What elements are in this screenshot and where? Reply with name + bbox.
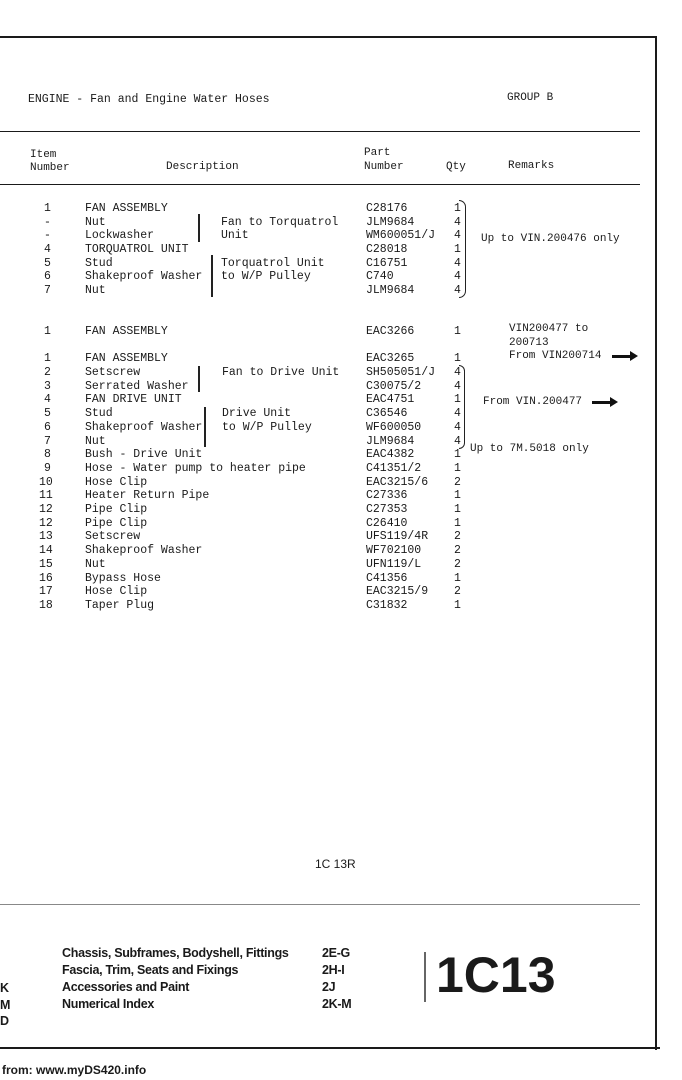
row-description: Bush - Drive Unit [85, 448, 203, 461]
desc-group-bar [198, 214, 200, 242]
row-description: Shakeproof Washer [85, 270, 203, 283]
row-qty: 4 [454, 421, 461, 434]
row-description-note: Torquatrol Unit [221, 257, 325, 270]
remark-from-200714: From VIN200714 [509, 350, 602, 362]
column-header-rule [0, 184, 640, 185]
col-description: Description [166, 161, 239, 173]
footer-source: from: www.myDS420.info [2, 1063, 147, 1077]
row-item-number: 9 [44, 462, 51, 475]
row-item-number: 4 [44, 393, 51, 406]
row-qty: 4 [454, 380, 461, 393]
row-description: Setscrew [85, 366, 141, 379]
row-qty: 1 [454, 462, 461, 475]
index-fragment-m: M [0, 998, 11, 1012]
fiche-code: 1C13 [436, 947, 556, 1003]
row-item-number: 8 [44, 448, 51, 461]
row-qty: 2 [454, 585, 461, 598]
row-item-number: 1 [44, 202, 51, 215]
row-description: Setscrew [85, 530, 141, 543]
top-border [0, 36, 656, 38]
row-description-note: Fan to Drive Unit [222, 366, 340, 379]
row-item-number: 17 [39, 585, 53, 598]
row-description: Serrated Washer [85, 380, 189, 393]
index-entry-code: 2E-G [322, 946, 350, 960]
arrow-right-icon [592, 397, 618, 407]
row-description: Nut [85, 284, 106, 297]
col-remarks: Remarks [508, 160, 555, 172]
row-description: FAN ASSEMBLY [85, 325, 168, 338]
row-item-number: - [44, 216, 51, 229]
row-part-number: WF600050 [366, 421, 422, 434]
desc-group-bar [198, 366, 200, 392]
row-item-number: 14 [39, 544, 53, 557]
row-item-number: 11 [39, 489, 53, 502]
row-description: Pipe Clip [85, 503, 148, 516]
group-label: GROUP B [507, 92, 554, 104]
row-qty: 1 [454, 599, 461, 612]
index-entry-label: Fascia, Trim, Seats and Fixings [62, 963, 239, 977]
row-qty: 4 [454, 407, 461, 420]
row-qty: 1 [454, 352, 461, 365]
index-entry-code: 2K-M [322, 997, 352, 1011]
row-description: Stud [85, 407, 113, 420]
row-part-number: C31832 [366, 599, 408, 612]
row-part-number: EAC3265 [366, 352, 415, 365]
row-qty: 1 [454, 489, 461, 502]
col-part-line1: Part [364, 147, 391, 159]
row-part-number: C36546 [366, 407, 408, 420]
row-part-number: JLM9684 [366, 284, 415, 297]
qty-brace [459, 365, 465, 449]
row-qty: 4 [454, 270, 461, 283]
row-description: Bypass Hose [85, 572, 161, 585]
row-part-number: C30075/2 [366, 380, 422, 393]
row-description: TORQUATROL UNIT [85, 243, 189, 256]
row-qty: 4 [454, 435, 461, 448]
row-part-number: JLM9684 [366, 216, 415, 229]
row-description: Shakeproof Washer [85, 544, 203, 557]
index-entry-code: 2H-I [322, 963, 345, 977]
row-description: Nut [85, 216, 106, 229]
row-item-number: 7 [44, 435, 51, 448]
row-qty: 1 [454, 448, 461, 461]
row-item-number: 12 [39, 517, 53, 530]
row-item-number: 1 [44, 352, 51, 365]
index-fragment-k: K [0, 981, 9, 995]
row-item-number: 6 [44, 421, 51, 434]
col-qty: Qty [446, 161, 466, 173]
bottom-border [0, 1047, 660, 1049]
page-title: ENGINE - Fan and Engine Water Hoses [28, 93, 270, 106]
row-description: Nut [85, 435, 106, 448]
row-part-number: C41351/2 [366, 462, 422, 475]
row-item-number: - [44, 229, 51, 242]
row-part-number: EAC3215/9 [366, 585, 429, 598]
row-item-number: 15 [39, 558, 53, 571]
row-qty: 1 [454, 243, 461, 256]
index-entry-label: Numerical Index [62, 997, 155, 1011]
row-qty: 1 [454, 517, 461, 530]
index-entry-label: Accessories and Paint [62, 980, 190, 994]
row-item-number: 5 [44, 257, 51, 270]
row-qty: 1 [454, 572, 461, 585]
row-item-number: 10 [39, 476, 53, 489]
remark-vin-range: VIN200477 to [509, 323, 589, 335]
row-part-number: C27336 [366, 489, 408, 502]
row-description: Taper Plug [85, 599, 155, 612]
desc-group-bar [211, 255, 213, 297]
row-description: Shakeproof Washer [85, 421, 203, 434]
row-part-number: C28018 [366, 243, 408, 256]
row-qty: 1 [454, 393, 461, 406]
row-item-number: 7 [44, 284, 51, 297]
row-part-number: C740 [366, 270, 394, 283]
row-description: Stud [85, 257, 113, 270]
row-description: Heater Return Pipe [85, 489, 210, 502]
row-part-number: SH505051/J [366, 366, 436, 379]
row-description: Hose Clip [85, 476, 148, 489]
right-border [655, 36, 657, 1050]
row-qty: 2 [454, 476, 461, 489]
row-item-number: 1 [44, 325, 51, 338]
fiche-code-bar [424, 952, 426, 1002]
col-item-line2: Number [30, 162, 70, 174]
row-part-number: EAC3215/6 [366, 476, 429, 489]
remark-up-to-7m: Up to 7M.5018 only [470, 443, 589, 455]
row-qty: 2 [454, 558, 461, 571]
row-qty: 4 [454, 229, 461, 242]
qty-brace [459, 200, 466, 298]
row-qty: 4 [454, 284, 461, 297]
row-part-number: WM600051/J [366, 229, 436, 242]
row-description: FAN DRIVE UNIT [85, 393, 182, 406]
row-description: Lockwasher [85, 229, 155, 242]
row-description-note: to W/P Pulley [222, 421, 312, 434]
row-description: Nut [85, 558, 106, 571]
row-item-number: 5 [44, 407, 51, 420]
row-item-number: 6 [44, 270, 51, 283]
row-item-number: 2 [44, 366, 51, 379]
row-part-number: EAC4382 [366, 448, 415, 461]
row-part-number: C16751 [366, 257, 408, 270]
desc-group-bar [204, 407, 206, 447]
row-item-number: 4 [44, 243, 51, 256]
row-part-number: JLM9684 [366, 435, 415, 448]
remark-vin-range: 200713 [509, 337, 549, 349]
row-part-number: C26410 [366, 517, 408, 530]
row-qty: 2 [454, 544, 461, 557]
row-item-number: 3 [44, 380, 51, 393]
row-description-note: to W/P Pulley [221, 270, 311, 283]
page-reference: 1C 13R [315, 857, 356, 871]
row-description-note: Fan to Torquatrol [221, 216, 339, 229]
row-part-number: WF702100 [366, 544, 422, 557]
col-item-line1: Item [30, 149, 57, 161]
row-qty: 1 [454, 325, 461, 338]
row-description: Hose - Water pump to heater pipe [85, 462, 306, 475]
index-entry-code: 2J [322, 980, 336, 994]
row-item-number: 12 [39, 503, 53, 516]
row-qty: 1 [454, 503, 461, 516]
remark-from-200477: From VIN.200477 [483, 396, 583, 408]
row-part-number: C41356 [366, 572, 408, 585]
row-part-number: UFN119/L [366, 558, 422, 571]
arrow-right-icon [612, 351, 638, 361]
row-description-note: Unit [221, 229, 249, 242]
row-part-number: EAC3266 [366, 325, 415, 338]
row-description: FAN ASSEMBLY [85, 352, 168, 365]
row-qty: 4 [454, 257, 461, 270]
index-entry-label: Chassis, Subframes, Bodyshell, Fittings [62, 946, 289, 960]
row-description: Hose Clip [85, 585, 148, 598]
row-part-number: UFS119/4R [366, 530, 429, 543]
row-description: FAN ASSEMBLY [85, 202, 168, 215]
row-qty: 4 [454, 366, 461, 379]
row-qty: 1 [454, 202, 461, 215]
row-item-number: 13 [39, 530, 53, 543]
col-part-line2: Number [364, 161, 404, 173]
footer-rule [0, 904, 640, 905]
row-item-number: 18 [39, 599, 53, 612]
row-part-number: C28176 [366, 202, 408, 215]
row-qty: 2 [454, 530, 461, 543]
row-qty: 4 [454, 216, 461, 229]
row-part-number: EAC4751 [366, 393, 415, 406]
row-item-number: 16 [39, 572, 53, 585]
row-description-note: Drive Unit [222, 407, 292, 420]
header-rule [0, 131, 640, 132]
remark-up-to-200476: Up to VIN.200476 only [481, 233, 620, 245]
row-part-number: C27353 [366, 503, 408, 516]
index-fragment-d: D [0, 1014, 9, 1028]
row-description: Pipe Clip [85, 517, 148, 530]
